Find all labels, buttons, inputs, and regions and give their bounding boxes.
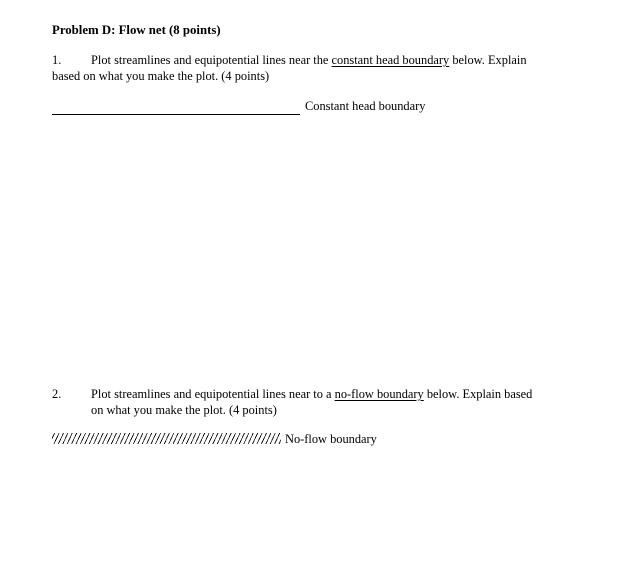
no-flow-boundary-label: No-flow boundary [285,432,377,446]
question-1-text-after: below. Explain [449,53,527,67]
no-flow-boundary-hatching [52,433,281,444]
question-1-text [91,52,527,68]
question-2-text-after: below. Explain based [423,387,533,401]
problem-title: Problem D: Flow net (8 points) [52,23,221,37]
question-1-text-line2: based on what you make the plot. (4 points) [52,69,270,83]
question-1-underlined-term: constant head boundary [331,53,450,67]
question-2-number: 2. [52,387,62,401]
question-2-text-before: Plot streamlines and equipotential lines near to a [91,387,335,401]
question-1-number: 1. [52,53,62,67]
question-2-text-line2: on what you make the plot. (4 points) [91,403,277,417]
question-1-text-before: Plot streamlines and equipotential lines near the [91,53,332,67]
constant-head-boundary-label: Constant head boundary [305,99,426,113]
question-2-text [91,386,532,402]
constant-head-boundary-line [52,114,300,115]
question-2-underlined-term: no-flow boundary [334,387,424,401]
